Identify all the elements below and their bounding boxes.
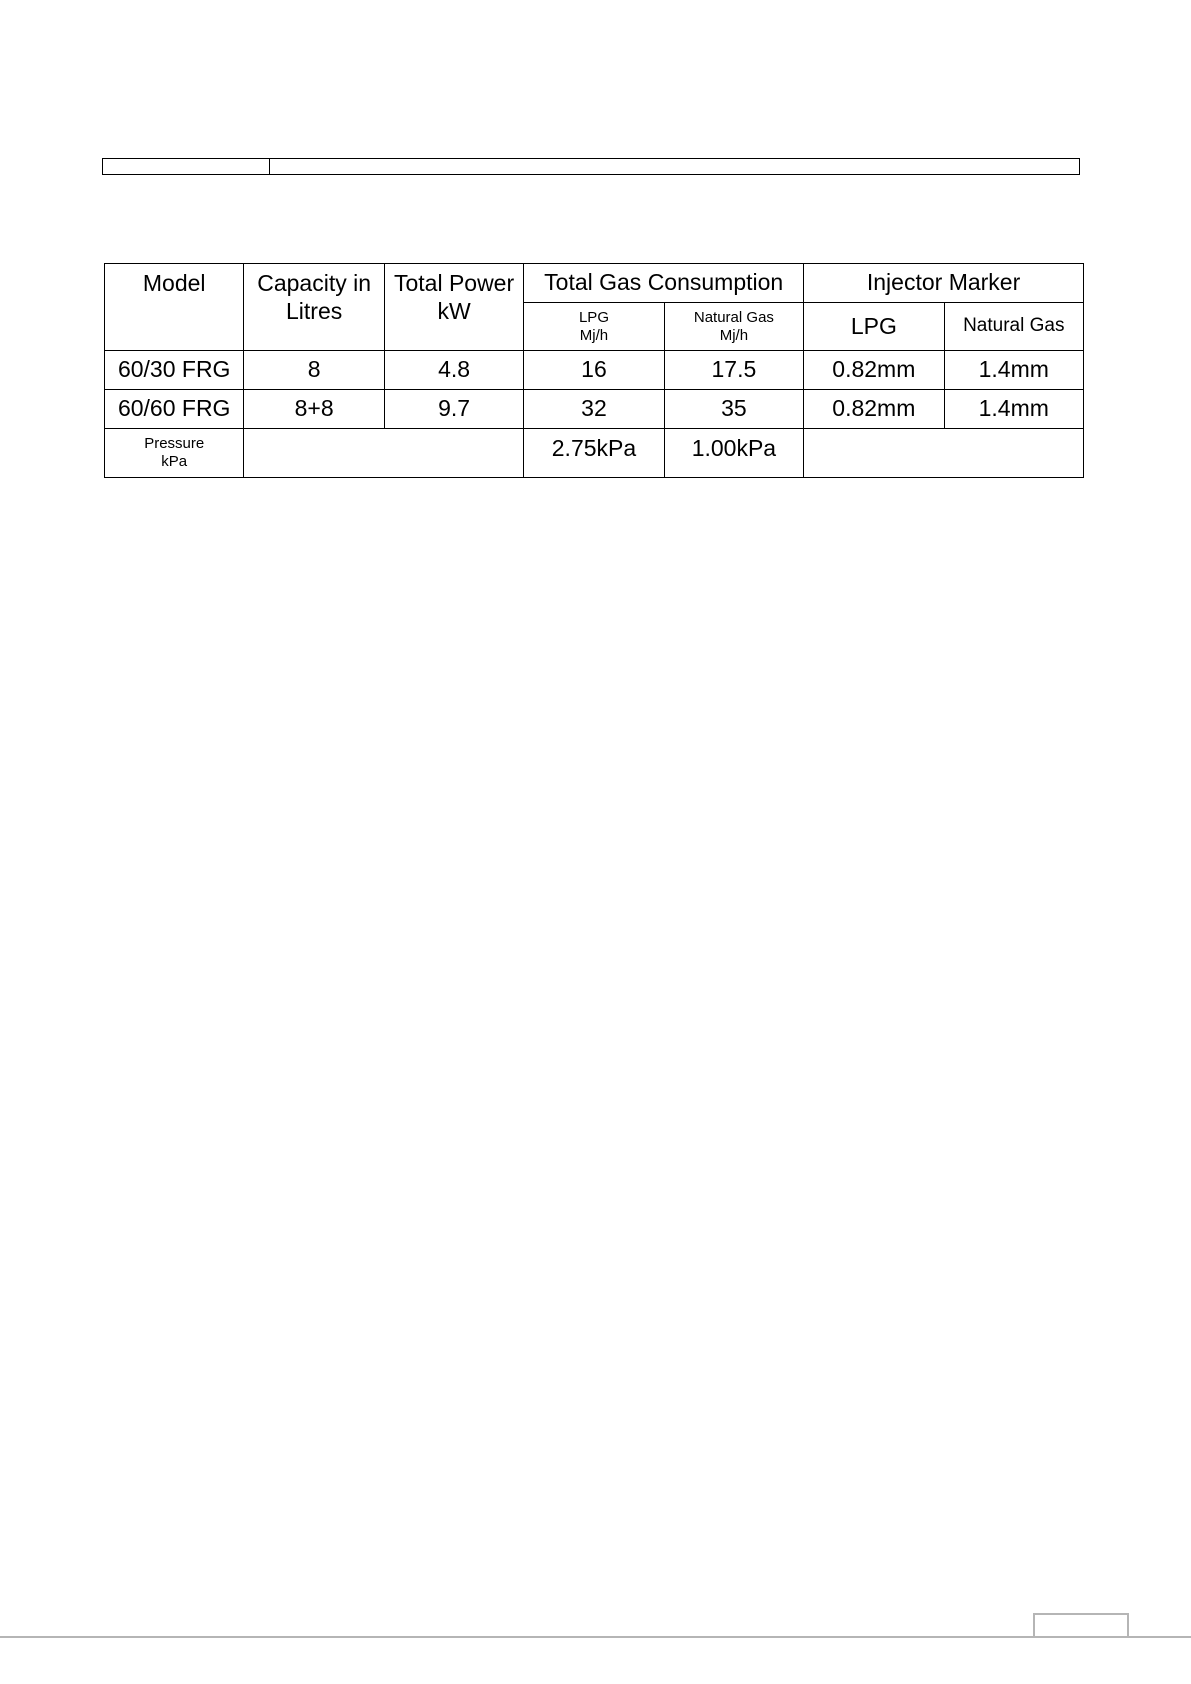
pressure-label-line1: Pressure [144,435,205,452]
cell-im-natural-gas: 1.4mm [944,390,1083,429]
cell-gc-natural-gas: 35 [664,390,803,429]
header-model [105,264,244,351]
subheader-im-lpg-label: LPG [850,312,897,339]
header-total-power [384,264,523,351]
subheader-gc-lpg-line2: Mj/h [579,326,609,344]
header-capacity-line1: Capacity in [257,270,372,296]
header-bar-left-cell [103,159,270,174]
cell-model: 60/30 FRG [105,351,244,390]
table-row [105,390,1084,429]
pressure-empty-cell [244,429,524,478]
footer-rule [0,1636,1191,1638]
header-injector-marker [804,264,1084,303]
header-gas-consumption-label: Total Gas Consumption [544,269,784,296]
cell-im-lpg: 0.82mm [804,351,944,390]
specification-table [104,263,1084,478]
subheader-gc-natural-gas [664,303,803,351]
header-row-top [105,264,1084,303]
pressure-label-line2: kPa [161,453,188,470]
header-bar-right-cell [270,159,1079,174]
header-model-label: Model [142,270,206,296]
header-gas-consumption [524,264,804,303]
subheader-im-lpg [804,303,944,351]
table-row [105,351,1084,390]
header-power-line1: Total Power [393,270,515,296]
header-capacity [244,264,384,351]
cell-model: 60/60 FRG [105,390,244,429]
cell-power: 9.7 [384,390,523,429]
cell-im-lpg: 0.82mm [804,390,944,429]
cell-power: 4.8 [384,351,523,390]
pressure-lpg: 2.75kPa [524,429,664,478]
cell-im-natural-gas: 1.4mm [944,351,1083,390]
header-injector-marker-label: Injector Marker [866,269,1021,296]
subheader-gc-ng-line1: Natural Gas [693,308,774,326]
pressure-label-cell [105,429,244,478]
cell-gc-lpg: 16 [524,351,664,390]
cell-gc-lpg: 32 [524,390,664,429]
subheader-gc-lpg [524,303,664,351]
header-capacity-line2: Litres [286,297,343,324]
subheader-gc-ng-line2: Mj/h [719,326,749,344]
cell-capacity: 8 [244,351,384,390]
subheader-im-ng-label: Natural Gas [963,315,1065,337]
cell-gc-natural-gas: 17.5 [664,351,803,390]
cell-capacity: 8+8 [244,390,384,429]
empty-header-bar [102,158,1080,175]
pressure-row [105,429,1084,478]
header-power-line2: kW [437,297,471,324]
footer-page-tab [1033,1613,1129,1636]
pressure-natural-gas: 1.00kPa [664,429,803,478]
subheader-im-natural-gas [944,303,1083,351]
subheader-gc-lpg-line1: LPG [578,308,609,326]
pressure-injector-empty-cell [804,429,1084,478]
